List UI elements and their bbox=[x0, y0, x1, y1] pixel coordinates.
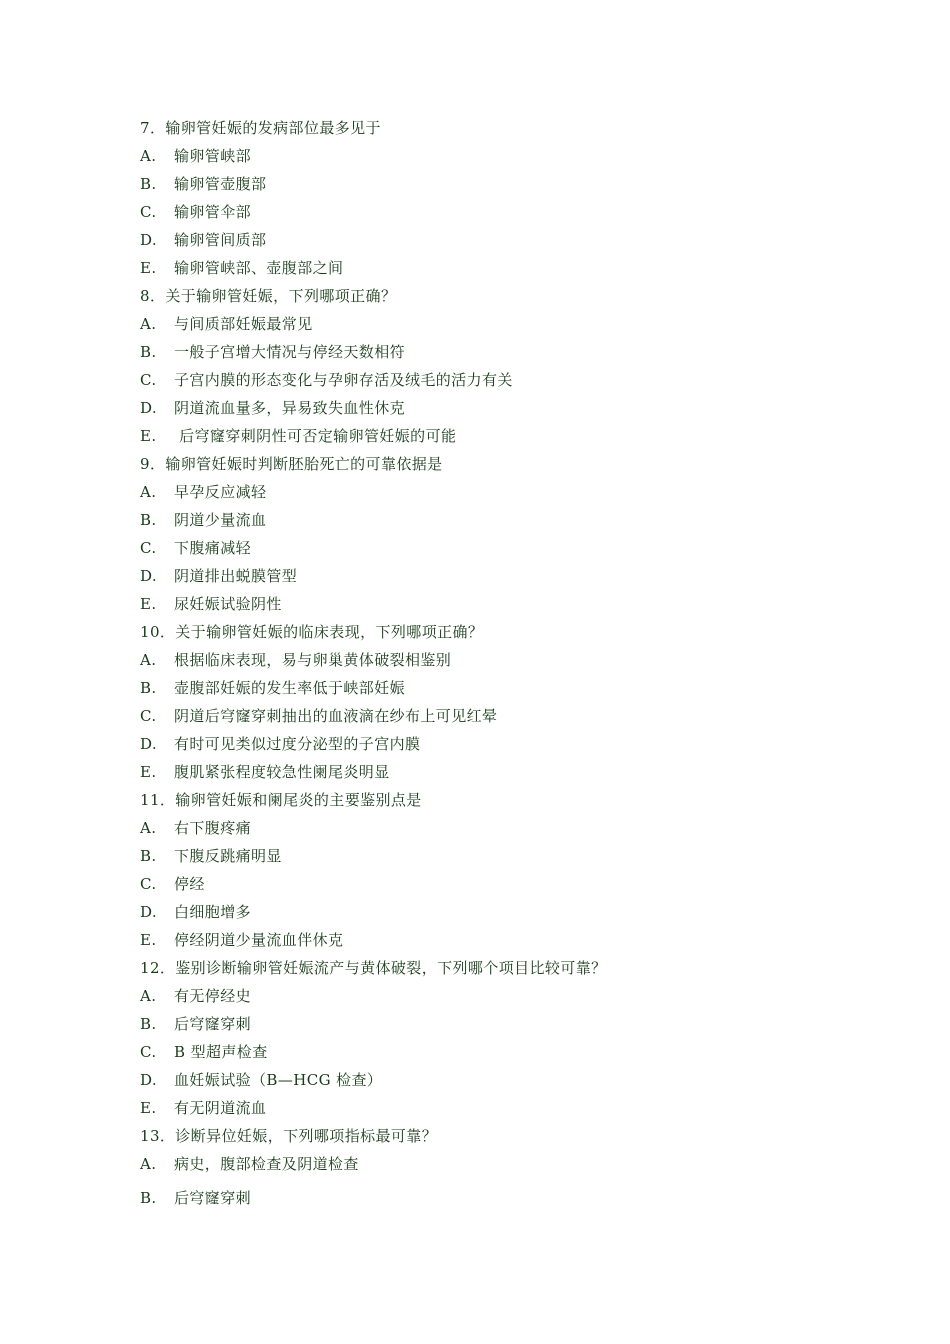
question-stem: 8．关于输卵管妊娠，下列哪项正确？ bbox=[140, 287, 397, 305]
option-item bbox=[140, 342, 840, 370]
option-text: 一般子宫增大情况与停经天数相符 bbox=[174, 343, 406, 361]
option-text: 根据临床表现，易与卵巢黄体破裂相鉴别 bbox=[174, 651, 452, 669]
option-item bbox=[140, 1014, 840, 1042]
option-letter: C. bbox=[140, 875, 157, 893]
option-text: 后穹窿穿刺 bbox=[174, 1189, 252, 1207]
option-letter: C. bbox=[140, 539, 157, 557]
option-letter: C. bbox=[140, 371, 157, 389]
option-text: 右下腹疼痛 bbox=[174, 819, 252, 837]
option-item bbox=[140, 566, 840, 594]
option-text: 血妊娠试验（B—HCG 检查） bbox=[174, 1071, 383, 1089]
option-letter: B. bbox=[140, 511, 157, 529]
option-letter: E. bbox=[140, 259, 157, 277]
option-item bbox=[140, 678, 840, 706]
option-item bbox=[140, 874, 840, 902]
option-letter: D. bbox=[140, 567, 158, 585]
option-item bbox=[140, 650, 840, 678]
option-item bbox=[140, 762, 840, 790]
option-item bbox=[140, 538, 840, 566]
option-item bbox=[140, 398, 840, 426]
question-stem: 10．关于输卵管妊娠的临床表现，下列哪项正确？ bbox=[140, 623, 484, 641]
option-letter: A. bbox=[140, 1155, 157, 1173]
option-letter: B. bbox=[140, 679, 157, 697]
option-text: 后穹窿穿刺阴性可否定输卵管妊娠的可能 bbox=[174, 427, 457, 445]
question-stem: 13．诊断异位妊娠，下列哪项指标最可靠？ bbox=[140, 1127, 438, 1145]
option-letter: E. bbox=[140, 931, 157, 949]
option-letter: D. bbox=[140, 903, 158, 921]
option-text: 后穹窿穿刺 bbox=[174, 1015, 252, 1033]
option-item bbox=[140, 1070, 840, 1098]
option-item bbox=[140, 846, 840, 874]
option-item bbox=[140, 1042, 840, 1070]
question-stem: 7．输卵管妊娠的发病部位最多见于 bbox=[140, 119, 381, 137]
option-text: 白细胞增多 bbox=[174, 903, 252, 921]
option-letter: A. bbox=[140, 987, 157, 1005]
option-letter: B. bbox=[140, 175, 157, 193]
option-letter: B. bbox=[140, 1189, 157, 1207]
option-letter: E. bbox=[140, 763, 157, 781]
option-letter: E. bbox=[140, 427, 157, 445]
option-text: 输卵管峡部、壶腹部之间 bbox=[174, 259, 344, 277]
option-text: 尿妊娠试验阴性 bbox=[174, 595, 282, 613]
question-stem: 11．输卵管妊娠和阑尾炎的主要鉴别点是 bbox=[140, 791, 422, 809]
option-letter: A. bbox=[140, 651, 157, 669]
option-text: 病史，腹部检查及阴道检查 bbox=[174, 1155, 359, 1173]
question-stem: 9．输卵管妊娠时判断胚胎死亡的可靠依据是 bbox=[140, 455, 443, 473]
option-text: 腹肌紧张程度较急性阑尾炎明显 bbox=[174, 763, 390, 781]
option-text: 子宫内膜的形态变化与孕卵存活及绒毛的活力有关 bbox=[174, 371, 513, 389]
option-item bbox=[140, 1154, 840, 1182]
option-item bbox=[140, 734, 840, 762]
option-letter: E. bbox=[140, 595, 157, 613]
option-letter: B. bbox=[140, 343, 157, 361]
option-text: 阴道排出蜕膜管型 bbox=[174, 567, 298, 585]
option-letter: C. bbox=[140, 1043, 157, 1061]
option-text: 阴道少量流血 bbox=[174, 511, 267, 529]
question-list bbox=[140, 118, 840, 1216]
option-item bbox=[140, 426, 840, 454]
option-letter: B. bbox=[140, 1015, 157, 1033]
option-item bbox=[140, 174, 840, 202]
option-text: 停经 bbox=[174, 875, 205, 893]
option-item bbox=[140, 930, 840, 958]
question-stem: 12．鉴别诊断输卵管妊娠流产与黄体破裂，下列哪个项目比较可靠？ bbox=[140, 959, 607, 977]
option-letter: E. bbox=[140, 1099, 157, 1117]
option-text: 输卵管间质部 bbox=[174, 231, 267, 249]
option-text: 早孕反应减轻 bbox=[174, 483, 267, 501]
option-text: 与间质部妊娠最常见 bbox=[174, 315, 313, 333]
option-letter: A. bbox=[140, 147, 157, 165]
option-text: 停经阴道少量流血伴休克 bbox=[174, 931, 344, 949]
option-item bbox=[140, 1188, 840, 1216]
option-text: 输卵管峡部 bbox=[174, 147, 252, 165]
option-letter: B. bbox=[140, 847, 157, 865]
option-text: 阴道流血量多，异易致失血性休克 bbox=[174, 399, 406, 417]
option-item bbox=[140, 1098, 840, 1126]
option-item bbox=[140, 230, 840, 258]
option-letter: C. bbox=[140, 707, 157, 725]
option-item bbox=[140, 986, 840, 1014]
option-item bbox=[140, 202, 840, 230]
option-letter: D. bbox=[140, 231, 158, 249]
option-letter: D. bbox=[140, 1071, 158, 1089]
option-text: 有时可见类似过度分泌型的子宫内膜 bbox=[174, 735, 421, 753]
option-letter: A. bbox=[140, 315, 157, 333]
option-item bbox=[140, 706, 840, 734]
option-item bbox=[140, 314, 840, 342]
option-text: 下腹痛减轻 bbox=[174, 539, 252, 557]
option-letter: A. bbox=[140, 483, 157, 501]
option-letter: D. bbox=[140, 735, 158, 753]
option-item bbox=[140, 594, 840, 622]
option-text: 输卵管伞部 bbox=[174, 203, 252, 221]
option-text: 输卵管壶腹部 bbox=[174, 175, 267, 193]
option-text: 有无停经史 bbox=[174, 987, 252, 1005]
option-text: 壶腹部妊娠的发生率低于峡部妊娠 bbox=[174, 679, 406, 697]
option-letter: D. bbox=[140, 399, 158, 417]
option-item bbox=[140, 510, 840, 538]
option-text: 阴道后穹窿穿刺抽出的血液滴在纱布上可见红晕 bbox=[174, 707, 498, 725]
option-item bbox=[140, 902, 840, 930]
option-item bbox=[140, 146, 840, 174]
option-item bbox=[140, 482, 840, 510]
option-text: B 型超声检查 bbox=[174, 1043, 268, 1061]
option-item bbox=[140, 258, 840, 286]
option-text: 下腹反跳痛明显 bbox=[174, 847, 282, 865]
option-letter: A. bbox=[140, 819, 157, 837]
option-item bbox=[140, 818, 840, 846]
option-letter: C. bbox=[140, 203, 157, 221]
option-text: 有无阴道流血 bbox=[174, 1099, 267, 1117]
option-item bbox=[140, 370, 840, 398]
